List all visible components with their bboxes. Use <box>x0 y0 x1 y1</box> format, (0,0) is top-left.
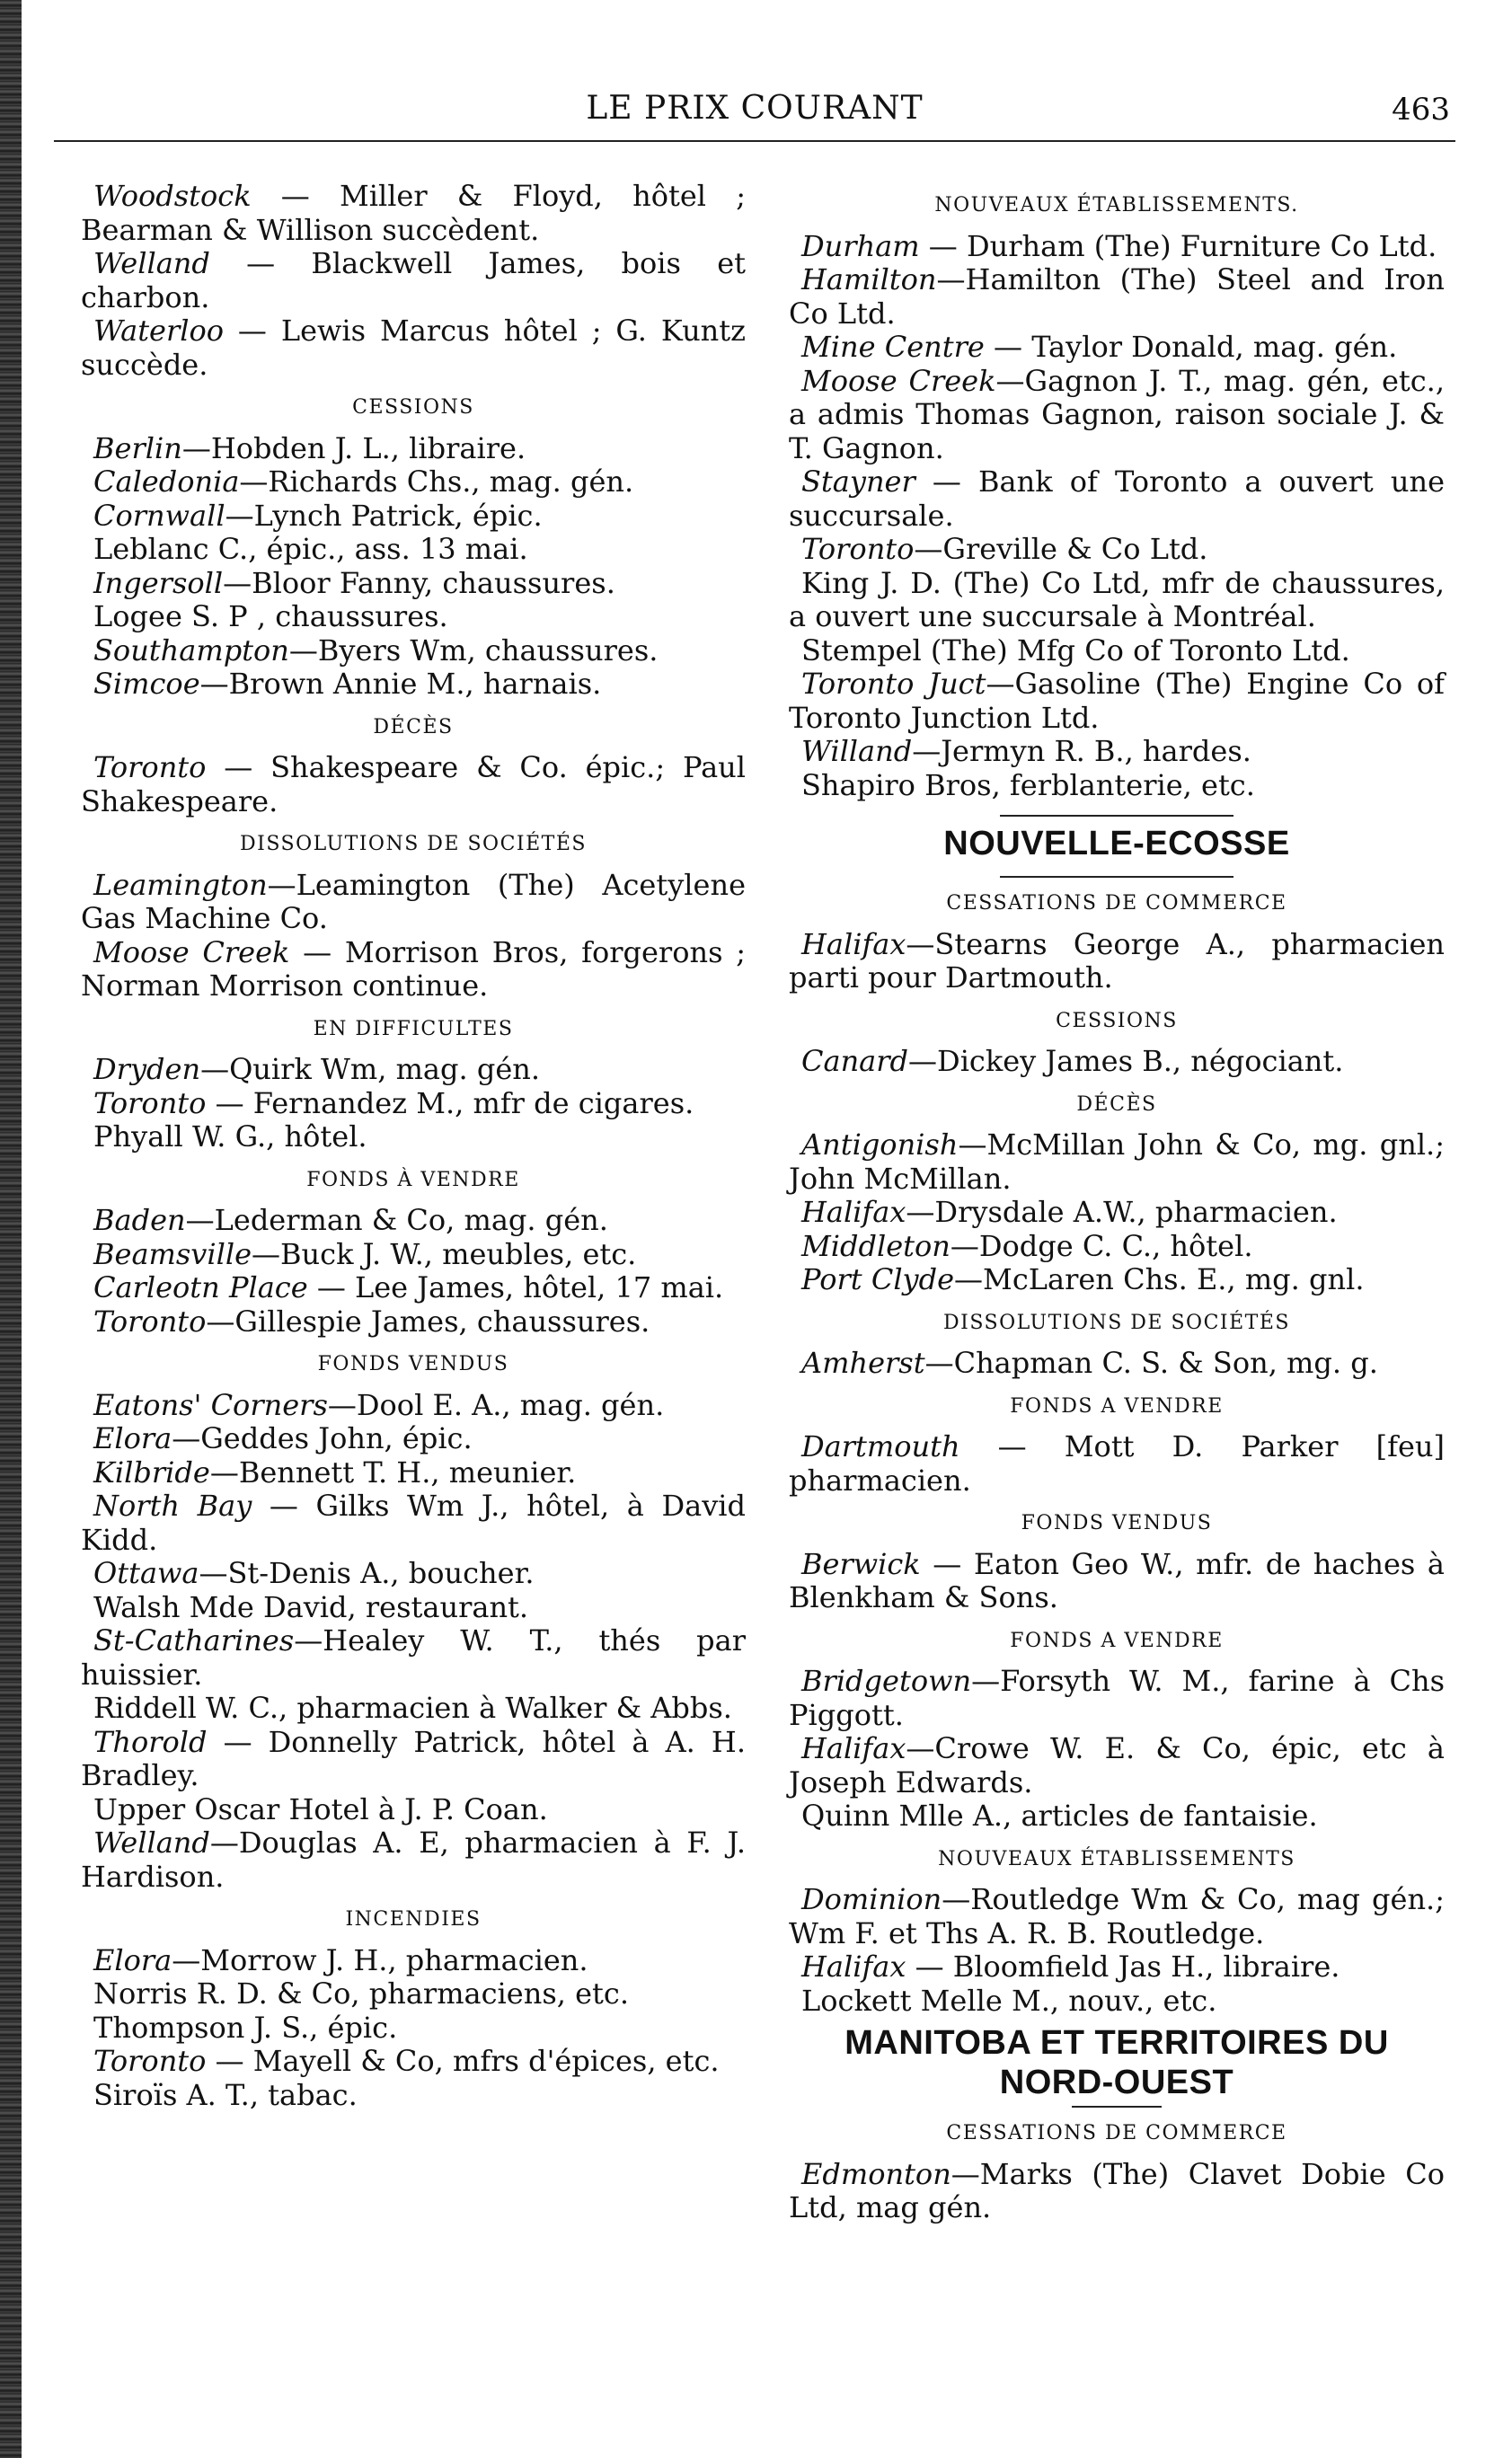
section-heading: INCENDIES <box>345 1908 482 1931</box>
place-name: Port Clyde <box>801 1262 955 1296</box>
entry-text: —Douglas A. E, pharmacien à F. J. Hardison. <box>81 1826 746 1894</box>
entry-text: —Richards Chs., mag. gén. <box>239 464 634 499</box>
place-name: Ottawa <box>93 1556 199 1590</box>
entry-text: —St-Denis A., boucher. <box>199 1556 535 1590</box>
publication-title: LE PRIX COURANT <box>586 90 924 127</box>
listing-entry <box>789 1985 1445 2019</box>
place-name: Antigonish <box>801 1127 959 1162</box>
listing-entry <box>81 1305 746 1340</box>
place-name: Toronto <box>93 750 207 784</box>
entry-text: —McLaren Chs. E., mg. gnl. <box>954 1262 1365 1296</box>
entry-text: Walsh Mde David, restaurant. <box>93 1589 529 1624</box>
left-column <box>81 180 746 2112</box>
listing-entry <box>81 314 746 382</box>
listing-entry <box>789 634 1445 668</box>
listing-entry <box>789 365 1445 466</box>
place-name: Welland <box>93 1826 210 1860</box>
listing-entry <box>81 1793 746 1827</box>
divider-rule <box>1072 2106 1162 2108</box>
place-name: Dryden <box>93 1052 201 1086</box>
listing-entry <box>81 567 746 601</box>
section-heading: CESSATIONS DE COMMERCE <box>946 892 1287 915</box>
divider-rule <box>1000 876 1233 878</box>
listing-entry <box>789 1732 1445 1799</box>
entry-text: Stempel (The) Mfg Co of Toronto Ltd. <box>801 632 1350 668</box>
page-number: 463 <box>1392 92 1450 128</box>
listing-entry <box>81 1591 746 1625</box>
section-heading: DISSOLUTIONS DE SOCIÉTÉS <box>943 1311 1290 1334</box>
listing-entry <box>81 1456 746 1490</box>
entry-text: — Morrison Bros, forgerons ; Norman Morrison continue. <box>81 934 747 1003</box>
entry-text: — Taylor Donald, mag. gén. <box>984 330 1398 364</box>
place-name: Durham <box>801 228 920 263</box>
section-heading: CESSIONS <box>352 396 474 419</box>
section-heading: EN DIFFICULTES <box>313 1017 514 1040</box>
place-name: Berwick <box>801 1546 921 1581</box>
place-name: Elora <box>93 1942 172 1977</box>
place-name: Stayner <box>801 464 915 499</box>
place-name: Baden <box>93 1203 186 1237</box>
entry-text: —Brown Annie M., harnais. <box>199 667 602 701</box>
entry-text: —Chapman C. S. & Son, mg. g. <box>924 1346 1378 1380</box>
entry-text: —Hobden J. L., libraire. <box>181 430 526 465</box>
place-name: Bridgetown <box>801 1664 972 1698</box>
section-heading: FONDS À VENDRE <box>306 1168 520 1191</box>
place-name: Simcoe <box>93 667 200 701</box>
listing-entry <box>81 2079 746 2113</box>
entry-text: —Gillespie James, chaussures. <box>206 1304 650 1339</box>
entry-text: —Jermyn R. B., hardes. <box>912 734 1251 768</box>
entry-text: — Donnelly Patrick, hôtel à A. H. Bradley. <box>81 1724 746 1792</box>
entry-text: —McMillan John & Co, mg. gnl.; John McMillan. <box>789 1127 1445 1196</box>
entry-text: — Mayell & Co, mfrs d'épices, etc. <box>206 2044 720 2078</box>
listing-entry <box>789 928 1445 995</box>
entry-text: — Bloomfield Jas H., libraire. <box>906 1950 1340 1984</box>
listing-entry <box>81 432 746 466</box>
place-name: Woodstock <box>93 179 252 213</box>
listing-entry <box>81 2011 746 2046</box>
place-name: Amherst <box>801 1346 925 1380</box>
listing-entry <box>81 2045 746 2079</box>
place-name: North Bay <box>93 1489 252 1523</box>
place-name: St-Catharines <box>93 1623 295 1658</box>
entry-text: —Gagnon J. T., mag. gén, etc., a admis Thomas Gagnon, raison sociale J. & T. Gagnon. <box>789 363 1446 465</box>
entry-text: —Byers Wm, chaussures. <box>288 632 659 668</box>
place-name: Dartmouth <box>801 1429 960 1463</box>
listing-entry <box>81 869 746 936</box>
place-name: Moose Creek <box>93 934 290 969</box>
listing-entry <box>81 1238 746 1272</box>
entry-text: — Fernandez M., mfr de cigares. <box>206 1085 694 1120</box>
listing-entry <box>81 247 746 314</box>
place-name: Halifax <box>801 1195 906 1229</box>
entry-text: Upper Oscar Hotel à J. P. Coan. <box>93 1791 548 1826</box>
section-heading: DISSOLUTIONS DE SOCIÉTÉS <box>240 833 587 855</box>
listing-entry <box>81 668 746 702</box>
listing-entry <box>81 1944 746 1978</box>
listing-entry <box>789 465 1445 533</box>
listing-entry <box>789 1665 1445 1732</box>
entry-text: —Hamilton (The) Steel and Iron Co Ltd. <box>789 262 1445 331</box>
listing-entry <box>789 1347 1445 1381</box>
place-name: Eatons' Corners <box>93 1387 328 1422</box>
listing-entry <box>81 1087 746 1121</box>
place-name: Middleton <box>801 1228 951 1263</box>
place-name: Beamsville <box>93 1236 252 1271</box>
place-name: Halifax <box>801 1731 906 1765</box>
entry-text: —Leamington (The) Acetylene Gas Machine Co. <box>81 867 746 935</box>
place-name: Willand <box>801 734 913 768</box>
place-name: Cornwall <box>93 498 225 533</box>
listing-entry <box>789 533 1445 567</box>
entry-text: Riddell W. C., pharmacien à Walker & Abbs. <box>93 1691 732 1725</box>
listing-entry <box>789 1128 1445 1196</box>
right-column <box>789 180 1445 2225</box>
province-heading: MANITOBA ET TERRITOIRES DU NORD-OUEST <box>844 2024 1389 2101</box>
listing-entry <box>789 230 1445 264</box>
listing-entry <box>789 735 1445 769</box>
entry-text: —Healey W. T., thés par huissier. <box>81 1623 746 1692</box>
place-name: Canard <box>801 1044 909 1078</box>
entry-text: —Stearns George A., pharmacien parti pour Dartmouth. <box>789 926 1445 995</box>
entry-text: Phyall W. G., hôtel. <box>93 1119 367 1154</box>
entry-text: — Bank of Toronto a ouvert une succursale. <box>789 464 1445 533</box>
entry-text: —Morrow J. H., pharmacien. <box>172 1942 588 1977</box>
listing-entry <box>81 1692 746 1726</box>
place-name: Waterloo <box>93 314 225 348</box>
place-name: Edmonton <box>801 2156 951 2191</box>
listing-entry <box>81 533 746 567</box>
entry-text: Shapiro Bros, ferblanterie, etc. <box>801 767 1255 802</box>
entry-text: — Mott D. Parker [feu] pharmacien. <box>789 1429 1445 1498</box>
listing-entry <box>789 1548 1445 1615</box>
listing-entry <box>81 465 746 500</box>
province-heading: NOUVELLE-ECOSSE <box>943 825 1290 862</box>
listing-entry <box>789 1950 1445 1985</box>
running-header <box>54 86 1455 142</box>
section-heading: NOUVEAUX ÉTABLISSEMENTS <box>938 1847 1295 1870</box>
section-heading: FONDS VENDUS <box>1021 1512 1213 1534</box>
place-name: Toronto <box>801 532 915 566</box>
listing-entry <box>81 500 746 534</box>
entry-text: Leblanc C., épic., ass. 13 mai. <box>93 532 528 566</box>
place-name: Hamilton <box>801 262 937 296</box>
entry-text: —Gasoline (The) Engine Co of Toronto Junction Ltd. <box>789 667 1445 735</box>
listing-entry <box>81 936 746 1004</box>
listing-entry <box>81 1053 746 1087</box>
listing-entry <box>81 180 746 247</box>
listing-entry <box>81 1389 746 1423</box>
listing-entry <box>81 1624 746 1692</box>
place-name: Kilbride <box>93 1454 210 1490</box>
place-name: Halifax <box>801 926 906 961</box>
place-name: Toronto <box>93 1085 207 1120</box>
place-name: Toronto Juct <box>801 667 986 701</box>
place-name: Dominion <box>801 1882 942 1916</box>
listing-entry <box>81 1557 746 1591</box>
listing-entry <box>789 1263 1445 1297</box>
place-name: Leamington <box>93 867 268 902</box>
entry-text: —Routledge Wm & Co, mag gén.; Wm F. et Ths A. R. B. Routledge. <box>789 1882 1445 1950</box>
entry-text: — Eaton Geo W., mfr. de haches à Blenkham & Sons. <box>789 1546 1445 1614</box>
entry-text: —Bloor Fanny, chaussures. <box>223 565 615 600</box>
section-heading: CESSATIONS DE COMMERCE <box>946 2122 1287 2144</box>
section-heading: FONDS A VENDRE <box>1010 1394 1224 1418</box>
place-name: Welland <box>93 246 210 280</box>
listing-entry <box>81 634 746 668</box>
entry-text: — Lee James, hôtel, 17 mai. <box>307 1270 724 1304</box>
entry-text: — Blackwell James, bois et charbon. <box>81 246 746 314</box>
entry-text: — Shakespeare & Co. épic.; Paul Shakespeare. <box>81 750 746 818</box>
place-name: Halifax <box>801 1950 906 1984</box>
section-heading: FONDS VENDUS <box>317 1353 509 1375</box>
listing-entry <box>789 1045 1445 1079</box>
listing-entry <box>81 1120 746 1154</box>
entry-text: —Crowe W. E. & Co, épic, etc à Joseph Edwards. <box>789 1731 1445 1799</box>
entry-text: Siroïs A. T., tabac. <box>93 2077 358 2112</box>
entry-text: —Forsyth W. M., farine à Chs Piggott. <box>789 1664 1445 1732</box>
listing-entry <box>789 1883 1445 1950</box>
binding-edge <box>0 0 22 2458</box>
place-name: Berlin <box>93 430 182 465</box>
entry-text: —Dodge C. C., hôtel. <box>950 1228 1253 1263</box>
entry-text: — Durham (The) Furniture Co Ltd. <box>919 228 1437 263</box>
listing-entry <box>789 1196 1445 1230</box>
section-heading: DÉCÈS <box>1076 1092 1157 1116</box>
place-name: Thorold <box>93 1724 208 1759</box>
section-heading: CESSIONS <box>1056 1009 1178 1032</box>
entry-text: — Gilks Wm J., hôtel, à David Kidd. <box>81 1489 747 1557</box>
place-name: Caledonia <box>93 464 240 499</box>
entry-text: Norris R. D. & Co, pharmaciens, etc. <box>93 1976 629 2011</box>
entry-text: Logee S. P , chaussures. <box>93 599 448 633</box>
listing-entry <box>789 769 1445 803</box>
listing-entry <box>81 1977 746 2011</box>
listing-entry <box>81 751 746 818</box>
entry-text: —Dickey James B., négociant. <box>908 1044 1344 1078</box>
listing-entry <box>81 600 746 634</box>
listing-entry <box>789 668 1445 735</box>
entry-text: — Lewis Marcus hôtel ; G. Kuntz succède. <box>81 314 746 382</box>
place-name: Mine Centre <box>801 330 985 364</box>
listing-entry <box>81 1422 746 1456</box>
listing-entry <box>81 1271 746 1305</box>
place-name: Carleotn Place <box>93 1270 308 1304</box>
entry-text: —Marks (The) Clavet Dobie Co Ltd, mag gén. <box>789 2156 1445 2224</box>
entry-text: Quinn Mlle A., articles de fantaisie. <box>801 1799 1318 1833</box>
entry-text: —Greville & Co Ltd. <box>914 532 1208 566</box>
listing-entry <box>81 1490 746 1557</box>
place-name: Elora <box>93 1421 172 1455</box>
entry-text: —Geddes John, épic. <box>172 1421 473 1455</box>
entry-text: —Dool E. A., mag. gén. <box>327 1387 665 1422</box>
entry-text: —Lynch Patrick, épic. <box>225 498 543 533</box>
entry-text: King J. D. (The) Co Ltd, mfr de chaussures, a ouvert une succursale à Montréal. <box>789 565 1445 633</box>
entry-text: —Buck J. W., meubles, etc. <box>252 1236 637 1271</box>
entry-text: —Drysdale A.W., pharmacien. <box>906 1195 1338 1229</box>
section-heading: FONDS A VENDRE <box>1010 1629 1224 1652</box>
entry-text: —Quirk Wm, mag. gén. <box>200 1052 541 1086</box>
entry-text: Lockett Melle M., nouv., etc. <box>801 1983 1217 2018</box>
listing-entry <box>789 1430 1445 1498</box>
listing-entry <box>81 1726 746 1793</box>
place-name: Moose Creek <box>801 363 996 398</box>
entry-text: —Lederman & Co, mag. gén. <box>185 1203 608 1237</box>
place-name: Ingersoll <box>93 565 224 600</box>
listing-entry <box>81 1826 746 1894</box>
listing-entry <box>789 331 1445 365</box>
listing-entry <box>789 1799 1445 1834</box>
listing-entry <box>81 1204 746 1238</box>
listing-entry <box>789 263 1445 331</box>
place-name: Southampton <box>93 632 289 668</box>
section-heading: DÉCÈS <box>373 715 454 738</box>
entry-text: —Bennett T. H., meunier. <box>209 1454 577 1490</box>
entry-text: — Miller & Floyd, hôtel ; Bearman & Willison succèdent. <box>81 179 746 247</box>
divider-rule <box>1000 815 1233 817</box>
listing-entry <box>789 2158 1445 2225</box>
listing-entry <box>789 1230 1445 1264</box>
place-name: Toronto <box>93 1304 207 1339</box>
entry-text: Thompson J. S., épic. <box>93 2010 398 2045</box>
place-name: Toronto <box>93 2044 207 2078</box>
listing-entry <box>789 567 1445 634</box>
section-heading: NOUVEAUX ÉTABLISSEMENTS. <box>934 194 1299 217</box>
